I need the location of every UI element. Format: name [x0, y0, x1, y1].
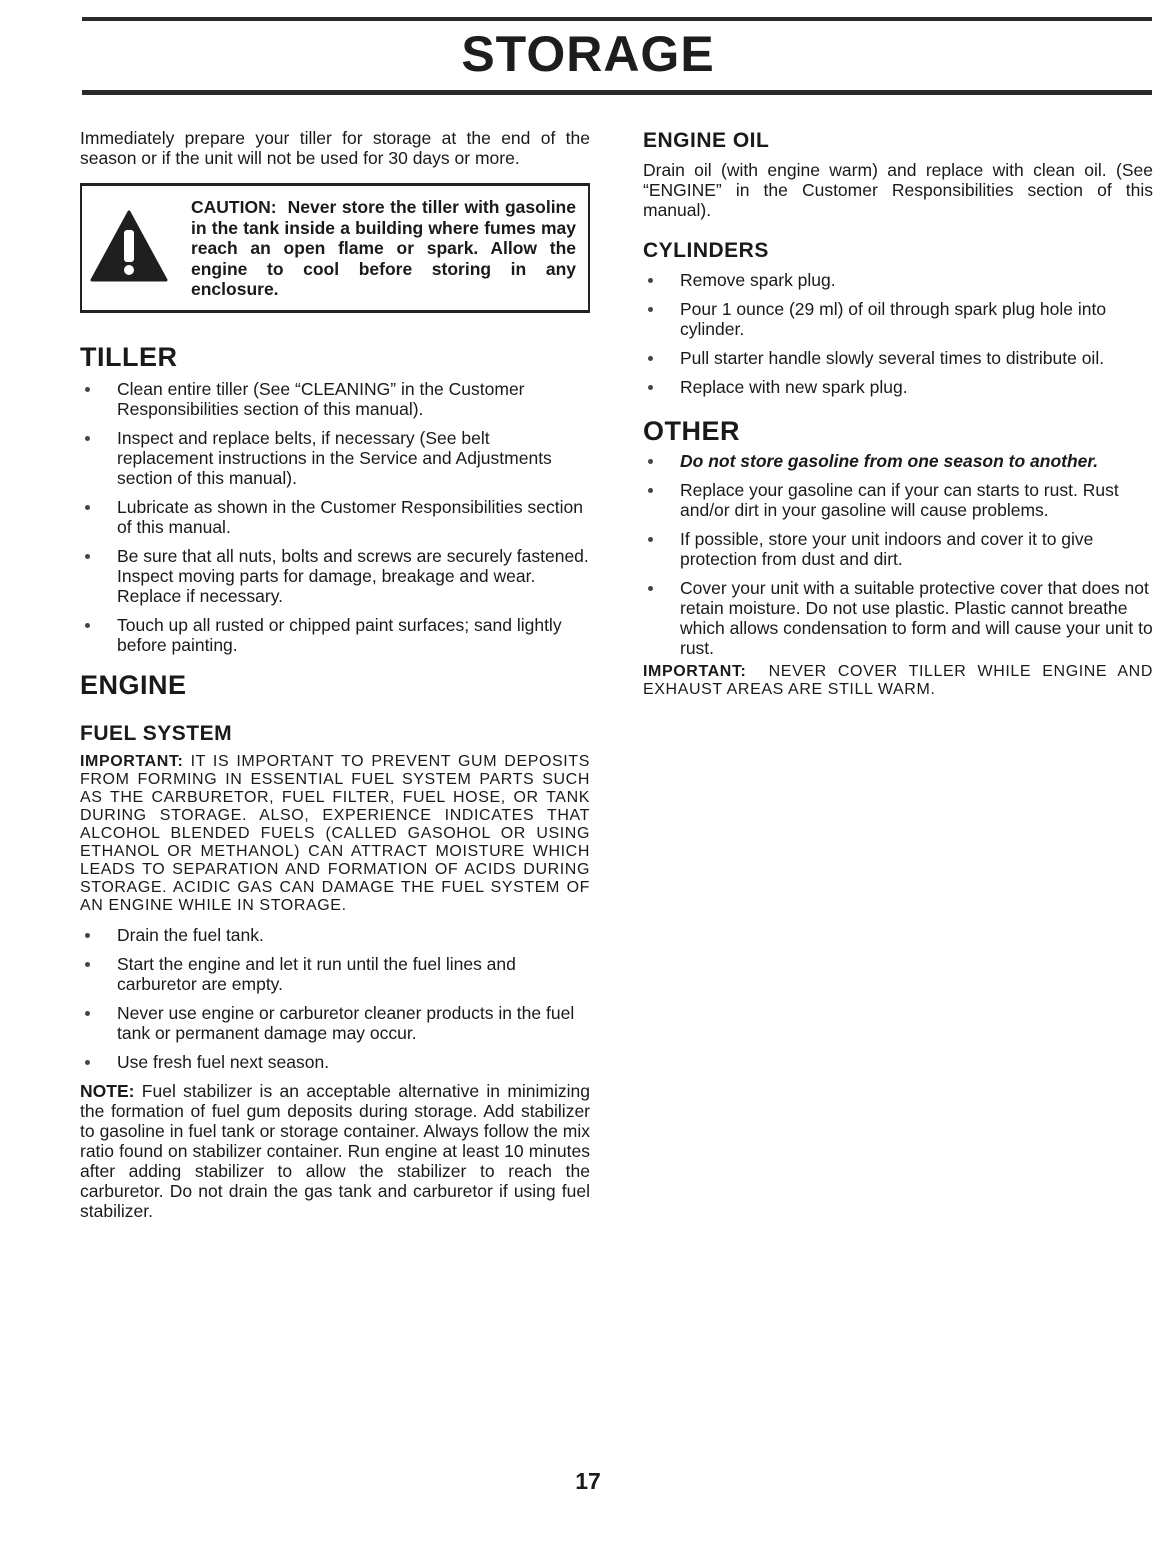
list-item: Be sure that all nuts, bolts and screws are securely fastened. Inspect moving parts for damage, breakage and wear. Replace if necessary.	[80, 546, 590, 606]
bullet-icon	[85, 387, 90, 392]
caution-box	[80, 183, 590, 313]
list-item: Remove spark plug.	[643, 270, 1153, 290]
fuel-note-text: Fuel stabilizer is an acceptable alternative in minimizing the formation of fuel gum deposits during storage. Add stabilizer to gasoline in fuel tank or storage container. Always follow the mix ratio found on stabilizer container. Run engine at least 10 minutes after adding stabilizer to allow the stabilizer to reach the carburetor. Do not drain the gas tank and carburetor if using fuel stabilizer.	[80, 1081, 590, 1221]
list-item: Replace your gasoline can if your can starts to rust. Rust and/or dirt in your gasoline will cause problems.	[643, 480, 1153, 520]
bullet-icon	[85, 436, 90, 441]
bullet-icon	[648, 385, 653, 390]
bullet-icon	[648, 537, 653, 542]
engine-oil-heading: ENGINE OIL	[643, 129, 770, 152]
header-rule-top	[82, 17, 1152, 21]
list-item: Inspect and replace belts, if necessary (See belt replacement instructions in the Service and Adjustments section of this manual).	[80, 428, 590, 488]
warning-triangle-icon	[90, 210, 168, 284]
other-list	[643, 451, 1153, 658]
list-item: Drain the fuel tank.	[80, 925, 590, 945]
caution-label: CAUTION:	[191, 197, 277, 217]
cylinders-heading: CYLINDERS	[643, 239, 769, 262]
other-important-label: IMPORTANT:	[643, 663, 747, 680]
list-item: Lubricate as shown in the Customer Responsibilities section of this manual.	[80, 497, 590, 537]
bullet-icon	[85, 962, 90, 967]
right-column	[643, 128, 1153, 699]
bullet-icon	[85, 1011, 90, 1016]
intro-paragraph: Immediately prepare your tiller for storage at the end of the season or if the unit will not be used for 30 days or more.	[80, 128, 590, 168]
bullet-icon	[85, 933, 90, 938]
other-important-paragraph	[643, 663, 1153, 699]
bullet-icon	[648, 356, 653, 361]
tiller-list	[80, 379, 590, 655]
fuel-important-text: IT IS IMPORTANT TO PREVENT GUM DEPOSITS FROM FORMING IN ESSENTIAL FUEL SYSTEM PARTS SUCH AS THE CARBURETOR, FUEL FILTER, FUEL HOSE, OR TANK DURING STORAGE. ALSO, EXPERIENCE INDICATES THAT ALCOHOL BLENDED FUELS (CALLED GASOHOL OR USING ETHANOL OR METHANOL) CAN ATTRACT MOISTURE WHICH LEADS TO SEPARATION AND FORMATION OF ACIDS DURING STORAGE. ACIDIC GAS CAN DAMAGE THE FUEL SYSTEM OF AN ENGINE WHILE IN STORAGE.	[80, 753, 590, 914]
tiller-heading: TILLER	[80, 342, 178, 372]
fuel-important-label: IMPORTANT:	[80, 753, 184, 770]
bullet-icon	[85, 554, 90, 559]
bullet-icon	[648, 459, 653, 464]
header-rule-bottom	[82, 90, 1152, 95]
list-item: If possible, store your unit indoors and cover it to give protection from dust and dirt.	[643, 529, 1153, 569]
left-column	[80, 128, 590, 1221]
bullet-icon	[85, 505, 90, 510]
list-item: Do not store gasoline from one season to another.	[643, 451, 1153, 471]
list-item: Pull starter handle slowly several times to distribute oil.	[643, 348, 1153, 368]
other-important-text: NEVER COVER TILLER WHILE ENGINE AND EXHAUST AREAS ARE STILL WARM.	[643, 663, 1153, 698]
fuel-system-heading: FUEL SYSTEM	[80, 722, 233, 745]
bullet-icon	[648, 586, 653, 591]
bullet-icon	[648, 488, 653, 493]
list-item: Start the engine and let it run until the fuel lines and carburetor are empty.	[80, 954, 590, 994]
list-item: Cover your unit with a suitable protective cover that does not retain moisture. Do not use plastic. Plastic cannot breathe which allows condensation to form and will cause your unit to rust.	[643, 578, 1153, 658]
engine-heading: ENGINE	[80, 670, 187, 700]
page-number: 17	[575, 1468, 601, 1494]
list-item: Use fresh fuel next season.	[80, 1052, 590, 1072]
other-heading: OTHER	[643, 416, 740, 446]
list-item: Pour 1 ounce (29 ml) of oil through spark plug hole into cylinder.	[643, 299, 1153, 339]
page-title: STORAGE	[461, 26, 715, 82]
list-item: Replace with new spark plug.	[643, 377, 1153, 397]
fuel-note-paragraph	[80, 1081, 590, 1221]
bullet-icon	[85, 1060, 90, 1065]
bullet-icon	[85, 623, 90, 628]
list-item: Never use engine or carburetor cleaner products in the fuel tank or permanent damage may occur.	[80, 1003, 590, 1043]
list-item: Touch up all rusted or chipped paint surfaces; sand lightly before painting.	[80, 615, 590, 655]
bullet-icon	[648, 307, 653, 312]
fuel-list	[80, 925, 590, 1072]
list-item: Clean entire tiller (See “CLEANING” in the Customer Responsibilities section of this manual).	[80, 379, 590, 419]
fuel-important-paragraph	[80, 753, 590, 915]
fuel-note-label: NOTE:	[80, 1081, 135, 1101]
engine-oil-paragraph: Drain oil (with engine warm) and replace with clean oil. (See “ENGINE” in the Customer Responsibilities section of this manual).	[643, 160, 1153, 220]
bullet-icon	[648, 278, 653, 283]
cylinders-list	[643, 270, 1153, 397]
caution-text	[191, 197, 576, 300]
caution-message: Never store the tiller with gasoline in the tank inside a building where fumes may reach an open flame or spark. Allow the engine to cool before storing in any enclosure.	[191, 197, 576, 299]
